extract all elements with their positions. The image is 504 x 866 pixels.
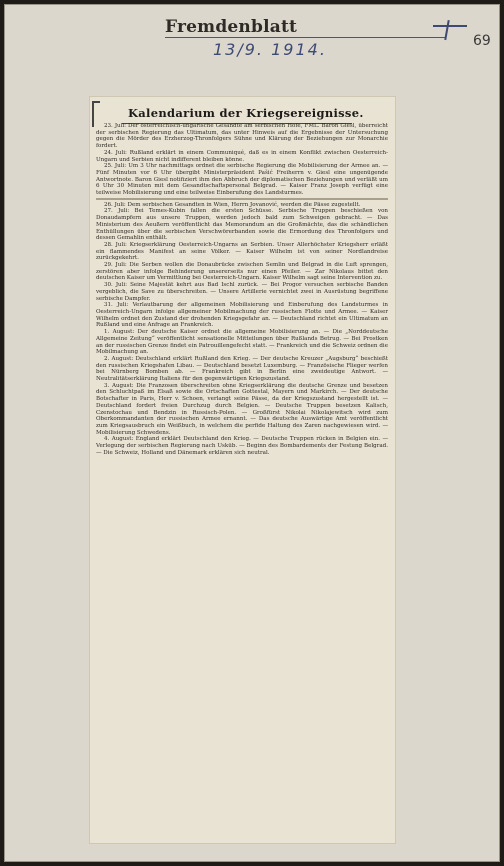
newspaper-clipping — [90, 97, 395, 843]
bracket-top — [92, 101, 100, 103]
entry-29-july: 29. Juli: Die Serben wollen die Donaubrücke zwischen Semlin und Belgrad in die Luft sprengen, zerstören aber infolge Behinderung unsererseits nur einen Pfeiler. — Zar Nikolaus bittet den deutschen Kaiser um Vermittlung bei Oesterreich-Ungarn. Kaiser Wilhelm sagt seine Intervention zu. — [96, 262, 388, 282]
newspaper-name: Fremdenblatt — [165, 17, 298, 37]
entry-4-august: 4. August: England erklärt Deutschland den Krieg. — Deutsche Truppen rücken in Belgien ein. — Verlegung der serbischen Regierung nach Usküb. — Beginn des Bombardements der Festung Belgrad. — Die Schweiz, Holland und Dänemark erklären sich neutral. — [96, 436, 388, 456]
entry-23-july: 23. Juli: Der österreichisch-ungarische Gesandte am serbischen Hofe, FML. Baron Giesl, überreicht der serbischen Regierung das Ultimatum, das unter Hinweis auf die Ergebnisse der Untersuchung gegen die Mörder des Erzherzog-Thronfolgers Sühne und Klärung der Beziehungen zur Monarchie fordert. — [96, 123, 388, 150]
clipping-seam — [96, 198, 388, 200]
bracket-icon — [92, 101, 94, 127]
entry-1-august: 1. August: Der deutsche Kaiser ordnet die allgemeine Mobilisierung an. — Die „Norddeutsche Allgemeine Zeitung“ veröffentlicht sensationelle Mitteilungen über Rußlands Betrug. — Bei Prostken an der russischen Grenze findet ein Patrouillengefecht statt. — Frankreich und die Schweiz ordnen die Mobilmachung an. — [96, 329, 388, 356]
entry-31-july: 31. Juli: Verlautbarung der allgemeinen Mobilisierung und Einberufung des Landsturmes in Oesterreich-Ungarn infolge allgemeiner Mobilmachung der russischen Flotte und Armee. — Kaiser Wilhelm ordnet den Zustand der drohenden Kriegsgefahr an. — Deutschland richtet ein Ultimatum an Rußland und eine Anfrage an Frankreich. — [96, 302, 388, 329]
entry-2-august: 2. August: Deutschland erklärt Rußland den Krieg. — Der deutsche Kreuzer „Augsburg“ beschießt den russischen Kriegshafen Libau. — Deutschland besetzt Luxemburg. — Französische Flieger werfen bei Nürnberg Bomben ab. — Frankreich gibt in Berlin eine zweideutige Antwort. — Neutralitätserklärung Italiens für den gegenwärtigen Kriegszustand. — [96, 355, 388, 383]
entry-30-july: 30. Juli: Seine Majestät kehrt aus Bad Ischl zurück. — Bei Progor versuchen serbische Banden vergeblich, die Save zu überschreiten. — Unsere Artillerie vernichtet zwei in Ausrüstung begriffene serbische Dampfer. — [96, 282, 388, 302]
clipping-title: Kalendarium der Kriegsereignisse. — [128, 106, 364, 120]
entry-27-july: 27. Juli: Bei Temes-Kubin fallen die ersten Schüsse. Serbische Truppen beschießen von Donaudampfern aus unsere Truppen, werden jedoch bald zum Schweigen gebracht. — Das Ministerium des Aeußern veröffentlicht das Memorandum an die Großmächte, das die schändlichen Enthüllungen über die serbischen Verschwörerbanden sowie die Ermordung des Thronfolgers und dessen Gemahlin enthält. — [96, 208, 388, 242]
entry-26-july: 26. Juli: Dem serbischen Gesandten in Wien, Herrn Jovanović, werden die Pässe zugestellt. — [104, 201, 361, 208]
handwritten-date: 13/9. 1914. — [213, 40, 327, 59]
handwritten-mark-icon — [433, 19, 469, 41]
entry-24-july: 24. Juli: Rußland erklärt in einem Communiqué, daß es in einem Konflikt zwischen Oesterreich-Ungarn und Serbien nicht indifferent bleiben könne. — [96, 149, 388, 163]
archive-page — [4, 4, 500, 862]
entry-28-july: 28. Juli: Kriegserklärung Oesterreich-Ungarns an Serbien. Unser Allerhöchster Kriegsherr erläßt ein flammendes Manifest an seine Völker. — Kaiser Wilhelm ist von seiner Nordlandreise zurückgekehrt. — [96, 241, 388, 262]
entry-3-august: 3. August: Die Franzosen überschreiten ohne Kriegserklärung die deutsche Grenze und besetzen den Schluchtpaß im Elsaß sowie die Ortschaften Gottestal, Mayern und Markirch. — Der deutsche Botschafter in Paris, Herr v. Schoen, verlangt seine Pässe, da der Kriegszustand hergestellt ist. — Deutschland fordert freien Durchzug durch Belgien. — Deutsche Truppen besetzen Kalisch, Czenstochau und Bendzin in Russisch-Polen. — Großfürst Nikolai Nikolajewitsch wird zum Oberkommandanten der russischen Armee ernannt. — Das deutsche Auswärtige Amt veröffentlicht zum Kriegsausbruch ein Weißbuch, in welchem die perfide Haltung des Zaren nachgewiesen wird. — Mobilisierung Schwedens. — [96, 382, 388, 436]
page-number: 69 — [473, 33, 491, 49]
header-rule — [165, 37, 445, 38]
article-body — [96, 123, 388, 456]
entry-25-july: 25. Juli: Um 3 Uhr nachmittags ordnet die serbische Regierung die Mobilisierung der Armee an. — Fünf Minuten vor 6 Uhr übergibt Ministerpräsident Pašić Freiherrn v. Giesl eine ungenügende Antwortnote. Baron Giesl notifiziert ihm den Abbruch der diplomatischen Beziehungen und verläßt um 6 Uhr 30 Minuten mit dem Gesandtschaftspersonal Belgrad. — Kaiser Franz Joseph verfügt eine teilweise Mobilisierung und eine teilweise Einberufung des Landsturmes. — [96, 163, 388, 197]
